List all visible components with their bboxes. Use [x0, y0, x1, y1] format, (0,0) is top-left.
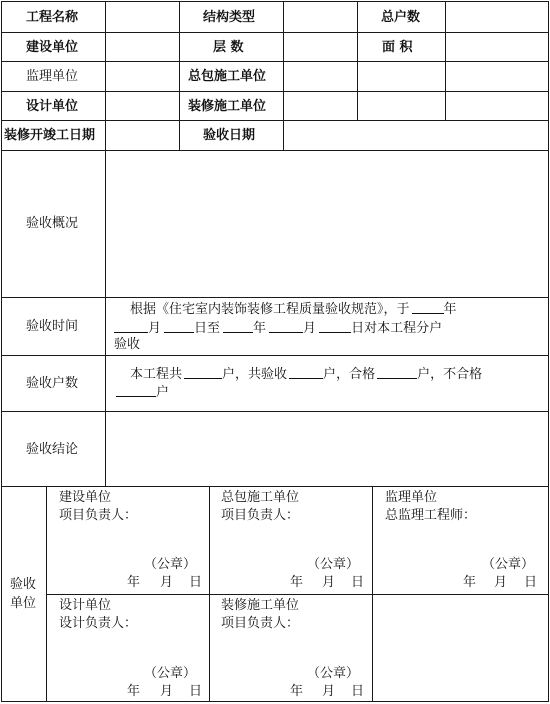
blank-qualified [377, 366, 417, 379]
blank-month-end [269, 320, 303, 333]
conclusion-label: 验收结论 [26, 442, 79, 457]
households-unit-3: 户 [417, 367, 431, 382]
cell-area-value [445, 32, 549, 62]
cell-overview-content [105, 150, 549, 298]
cell-signature-empty [372, 594, 549, 702]
cell-total-households-value [445, 1, 549, 33]
sig-decoration-contractor-title: 装修施工单位 [221, 598, 300, 613]
sig-design-unit-title: 设计单位 [59, 598, 112, 613]
households-unit-4: 户 [156, 385, 170, 400]
sig-general-contractor-title: 总包施工单位 [221, 490, 300, 505]
cell-structure-type-value [283, 1, 358, 33]
cell-supervision-unit-value [105, 61, 180, 92]
households-prefix: 本工程共 [130, 367, 183, 382]
blank-inspected [289, 366, 323, 379]
cell-design-unit-value [105, 91, 180, 121]
cell-acceptance-date-value [283, 120, 549, 151]
sig-supervision-unit-person: 总监理工程师： [385, 508, 477, 523]
sig-design-unit-year: 年 [127, 684, 141, 699]
decoration-contractor-label: 装修施工单位 [188, 99, 267, 114]
sig-construction-unit-day: 日 [189, 575, 203, 590]
households-unit-2: 户 [323, 367, 337, 382]
acceptance-time-year-end: 年 [253, 321, 267, 336]
blank-day-end [319, 320, 351, 333]
households-total-inspected: ，共验收 [235, 367, 288, 382]
acceptance-time-text-line2 [114, 318, 442, 339]
sig-general-contractor-day: 日 [351, 575, 365, 590]
acceptance-time-year-start: 年 [443, 302, 457, 317]
sig-general-contractor-person: 项目负责人： [221, 508, 300, 523]
signature-group-label-line2: 单位 [10, 596, 37, 611]
acceptance-time-month-end: 月 [303, 321, 317, 336]
sig-supervision-unit-month: 月 [494, 575, 508, 590]
households-unqualified: ，不合格 [430, 367, 483, 382]
start-completion-label: 装修开竣工日期 [4, 128, 96, 143]
cell-project-name-value [105, 1, 180, 33]
sig-construction-unit-year: 年 [127, 575, 141, 590]
acceptance-time-text-line3: 验收 [114, 337, 141, 352]
project-name-label: 工程名称 [26, 10, 79, 25]
sig-design-unit-month: 月 [160, 684, 174, 699]
cell-general-contractor-value [283, 61, 358, 92]
cell-conclusion-content [105, 411, 549, 487]
blank-unqualified [116, 384, 156, 397]
blank-day-start [164, 320, 194, 333]
blank-year-start [412, 301, 444, 314]
overview-label: 验收概况 [26, 216, 79, 231]
sig-supervision-unit-seal: （公章） [482, 557, 535, 572]
supervision-unit-label: 监理单位 [26, 69, 79, 84]
households-text-line2 [116, 382, 169, 403]
acceptance-time-label: 验收时间 [26, 319, 79, 334]
cell-row3-col5 [357, 61, 446, 92]
signature-group-label-line1: 验收 [10, 577, 37, 592]
sig-decoration-contractor-person: 项目负责人： [221, 616, 300, 631]
general-contractor-label: 总包施工单位 [188, 69, 267, 84]
sig-supervision-unit-day: 日 [524, 575, 538, 590]
total-households-label: 总户数 [381, 10, 421, 25]
sig-supervision-unit-year: 年 [463, 575, 477, 590]
cell-row3-col6 [445, 61, 549, 92]
cell-decoration-contractor-value [283, 91, 358, 121]
sig-design-unit-day: 日 [189, 684, 203, 699]
cell-signature-group-label [1, 486, 47, 702]
households-unit-1: 户 [222, 367, 236, 382]
area-label: 面 积 [382, 40, 413, 55]
households-label: 验收户数 [26, 376, 79, 391]
sig-general-contractor-year: 年 [290, 575, 304, 590]
sig-design-unit-person: 设计负责人： [59, 616, 138, 631]
blank-month-start [114, 320, 148, 333]
sig-construction-unit-seal: （公章） [144, 557, 197, 572]
sig-decoration-contractor-seal: （公章） [307, 666, 360, 681]
acceptance-time-month-start: 月 [148, 321, 162, 336]
acceptance-time-day-end: 日对本工程分户 [351, 321, 443, 336]
cell-row4-col5 [357, 91, 446, 121]
design-unit-label: 设计单位 [26, 99, 79, 114]
sig-supervision-unit-title: 监理单位 [385, 490, 438, 505]
construction-unit-label: 建设单位 [26, 40, 79, 55]
structure-type-label: 结构类型 [203, 10, 256, 25]
households-qualified: ，合格 [336, 367, 376, 382]
sig-construction-unit-person: 项目负责人： [59, 508, 138, 523]
cell-start-completion-value [105, 120, 180, 151]
sig-decoration-contractor-day: 日 [351, 684, 365, 699]
households-text-line1 [130, 364, 482, 385]
acceptance-date-label: 验收日期 [203, 128, 256, 143]
acceptance-time-text-line1 [130, 299, 457, 320]
blank-total-households [184, 366, 222, 379]
blank-year-end [223, 320, 253, 333]
sig-design-unit-seal: （公章） [144, 666, 197, 681]
cell-floors-value [283, 32, 358, 62]
sig-decoration-contractor-month: 月 [322, 684, 336, 699]
sig-construction-unit-title: 建设单位 [59, 490, 112, 505]
acceptance-time-day-to: 日至 [194, 321, 221, 336]
cell-construction-unit-value [105, 32, 180, 62]
floors-label: 层 数 [213, 40, 244, 55]
acceptance-time-intro: 根据《住宅室内装饰装修工程质量验收规范》，于 [130, 302, 410, 317]
sig-construction-unit-month: 月 [160, 575, 174, 590]
sig-general-contractor-seal: （公章） [307, 557, 360, 572]
cell-row4-col6 [445, 91, 549, 121]
sig-decoration-contractor-year: 年 [290, 684, 304, 699]
sig-general-contractor-month: 月 [322, 575, 336, 590]
